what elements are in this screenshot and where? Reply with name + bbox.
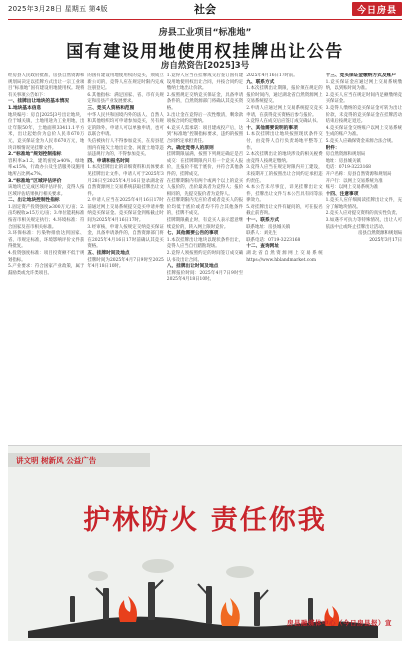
paragraph: 的国有建设用地使用权的竞买，须成立新公司的，竞得人应在规定时限内完成注册登记。: [87, 73, 164, 92]
paragraph: 3.出让金在竞得后一次性缴清，剩余款项按合同约定缴纳。: [166, 112, 244, 125]
notice-supertitle: 房县工业项目“标准地”: [158, 28, 252, 38]
text-column-1: [8, 73, 84, 441]
flame-icon-center: [221, 598, 240, 626]
paragraph: 3.如遇不可抗力等特殊情况，出让人可依法中止或终止挂牌出让活动。: [325, 218, 402, 230]
paragraph: 5.对挂牌出让文件有疑问的，可在报名截止前咨询。: [246, 204, 323, 217]
paragraph: 挂牌期限届满，按照下列规定确定是否成交：在挂牌期限内只有一个竞买人报价，且报价不低于底价，并符合其他条件的，挂牌成交。: [166, 152, 244, 177]
paragraph: 4.本公告未尽事宜，详见挂牌出让文件，挂牌出让文件与本公告具有同等法律效力。: [246, 185, 323, 204]
paragraph: 2025年4月16日17时前。: [246, 73, 298, 78]
issue-date-line: 2025年3月28日 星期五 第4版: [8, 5, 108, 13]
paragraph: 地块编号：房自[2025]3号出让地块，位于城关镇，土地用途为工业用地，出让年限50年，土地面积33411.1平方米，出让起始价为总价人民币670万元，竞买保证金为人民币670万元，地块详细情况见挂牌文件。: [8, 112, 85, 151]
notice-doc-number: 房自然资告[2025]3号: [160, 61, 250, 71]
paragraph: 挂牌时间为2025年4月7日9时至2025年4月18日10时。: [87, 257, 164, 270]
paragraph: 2.申请人应通过网上交易系统提交竞买申请，在获得竞买资格后参与报价。: [246, 105, 323, 118]
burnt-stumps: [70, 582, 313, 626]
paragraph: 5.产业要求：符合国家产业政策，属于鼓励类或允许类项目。: [8, 264, 85, 276]
section-heading: 四、申请和报名时间: [87, 158, 130, 164]
section-heading: 十四、注意事项: [325, 191, 359, 197]
section-heading: 十、其他需要说明的事项: [246, 125, 298, 131]
section-name: 社会: [194, 3, 216, 16]
section-heading: 三、竞买人资格和范围: [87, 105, 135, 111]
paragraph: 3.经审核，申请人按规定交纳竞买保证金，具备申请条件的，自然资源部门将在2025年4月16日17时前确认其竞买资格。: [87, 224, 164, 250]
section-heading: 七、其他需要公告的事项: [166, 231, 219, 237]
ad-sponsor: 房县融媒体中心（今日房县报）宣: [287, 619, 392, 627]
paragraph: 挂牌期限截止时，有竞买人表示愿意继续竞价的，转入网上限时竞价。: [166, 218, 244, 230]
paragraph: 2.按照规定交纳竞买保证金，具备申请条件的，自然资源部门将确认其竞买资格。: [166, 92, 244, 111]
paragraph: 1.本次挂牌出让期限，报价须在规定的报价时间内，通过湖北省自然资源网上交易系统提交。: [246, 86, 323, 105]
paragraph: 联系电话：0719-3223168: [246, 237, 301, 243]
paragraph: 1.固定资产投资强度≥300万元/亩；2.亩均税收≥15万元/亩；3.单位能耗标准按省市相关规定执行；4.环境标准：符合国家及省市相关标准。: [8, 204, 85, 230]
section-heading: 3.“标准地”区域评估评价: [8, 178, 62, 184]
ad-banner: 讲文明 树新风 公益广告: [8, 453, 150, 467]
paragraph: 湖北省自然资源网上交易系统 https://www.hblandmarket.com: [246, 251, 323, 263]
paragraph: 账号：以网上交易系统为准: [325, 185, 379, 191]
section-heading: 九、联系方式: [246, 79, 275, 85]
flame-icon-left: [119, 596, 137, 622]
paragraph: 3.竞得人缴纳的竞买保证金可转为出让价款，未竞得的竞买保证金在挂牌活动结束后按规定退还。: [325, 105, 402, 125]
paragraph: 电话：0719-3223168: [325, 165, 371, 171]
section-heading: 十一、联系方式: [246, 218, 280, 224]
paragraph: 2.本次挂牌出让的地块涉及的相关税费由竞得人按规定缴纳。: [246, 152, 323, 164]
paragraph: 3.竞得人在成交后应签订成交确认书。: [246, 119, 321, 125]
text-column-4: [246, 73, 322, 441]
page-header: [8, 0, 402, 18]
header-rule: [8, 19, 402, 20]
paragraph: 地址：房县城关镇: [325, 158, 361, 164]
section-heading: 六、确定竞得人的原则: [166, 145, 214, 151]
paragraph: 3.环保标准：污染物排放达到国家、省、市规定标准，环境影响评价文件获得批复。: [8, 231, 85, 250]
section-heading: 2.“标准地”规划控制指标: [8, 152, 62, 158]
section-heading: 一、挂牌出让地块的基本情况: [8, 99, 69, 105]
paragraph: 该地块已完成区域评估评价，竞得人按区域评估结果执行相关要求。: [8, 185, 85, 197]
paragraph: 开户名称：房县自然资源和规划局: [325, 171, 392, 177]
section-heading: 十三、竞买保证金缴纳方式及账户: [325, 73, 396, 78]
paragraph: 联系人：刘先生: [246, 231, 277, 237]
paragraph: 失信被执行人不得参加竞买，在房县范围内有拖欠土地出让金、闲置土地等违法违规行为的，不得参加竞买。: [87, 138, 164, 158]
paragraph: 1.本次挂牌出让地块以现状条件出让，竞得人应当自行踏勘现场。: [166, 237, 244, 250]
paragraph: 房自然资源和规划局: [325, 152, 366, 158]
paragraph: 6.其他指标：满足国家、省、市有关规定和房县产业发展要求。: [87, 92, 164, 105]
paragraph: 中华人民共和国境内外的法人、自然人和其他组织均可申请参加竞买，另有规定的除外。申请人可以单独申请，也可以联合申请。: [87, 112, 164, 138]
signature-line: 房县自然资源和规划局: [358, 231, 402, 237]
section-heading: 十二、查询网址: [246, 244, 280, 250]
paragraph: 2.申请人应当在2025年4月16日17时前通过网上交易系统提交竞买申请并缴纳竞买保证金。竞买保证金到账截止时间为2025年4月16日17时。: [87, 198, 164, 224]
paragraph: 1.竞买保证金应通过网上交易系统缴纳，以到账时间为准。: [325, 79, 402, 92]
paragraph: 经房县人民政府批准，房县自然资源和规划局决定以挂牌方式出让一宗工业项目“标准地”国有建设用地使用权。现将有关事项公告如下：: [8, 73, 85, 98]
notice-title: 国有建设用地使用权挂牌出让公告: [66, 42, 344, 62]
section-heading: 附件：: [325, 145, 340, 151]
section-heading: 八、挂牌出让时间及地点: [166, 264, 219, 270]
paragraph: 2.竞得人须按照约定的时间签订成交确认书及出让合同。: [166, 251, 244, 263]
paragraph: 1.本次挂牌出让的详细资料和具体要求见挂牌出让文件。申请人可于2025年3月28日至2025年4月16日登录湖北省自然资源网上交易系统获取挂牌出让文件。: [87, 165, 164, 197]
smoke-plumes: [88, 559, 254, 581]
ad-slogan: 护林防火 责任你我: [83, 505, 327, 536]
paragraph: 2.竞买人应当在规定时间内足额缴纳竞买保证金。: [325, 92, 402, 105]
paragraph: 开户行：以网上交易系统为准: [325, 178, 383, 184]
paragraph: 1.本次挂牌出让地块按照现状条件交付，由竞得人自行负责场地平整等工作。: [246, 132, 323, 151]
section-heading: 五、挂牌时间及地点: [87, 251, 130, 257]
text-column-5: [326, 73, 402, 441]
newspaper-logo: 今日房县: [352, 2, 402, 16]
public-service-ad: [8, 445, 402, 641]
paragraph: 容积率≥1.2，建筑密度≥40%，绿地率≤15%，行政办公及生活服务设施用地所占比例≤7%。: [8, 158, 85, 177]
paragraph: 5.竞买人应确保资金来源合法合规。: [325, 138, 396, 144]
paragraph: 3.竞得人应当在规定时限内开工建设，未按期开工的按照出让合同约定承担违约责任。: [246, 165, 323, 184]
text-column-2: [87, 73, 163, 441]
paragraph: 在挂牌期限内无应价者或者竞买人的报价均低于底价或者均不符合其他条件的，挂牌不成交。: [166, 198, 244, 217]
paragraph: 4.竞买保证金交纳账户以网上交易系统生成的账户为准。: [325, 125, 402, 138]
paragraph: 2.竞买人应对提交资料的真实性负责。: [325, 211, 401, 217]
paragraph: 1.竞得人应当在挂牌成交后签订国有建设用地使用权出让合同，并按合同约定缴纳土地出让价款。: [166, 73, 244, 92]
text-column-3: [167, 73, 243, 441]
paragraph: 4.竞买人需承诺：项目建成投产后，达到“标准地”控制指标要求，违约的按照合同约定承担责任。: [166, 125, 244, 144]
paragraph: 联系地址：房县城关镇: [246, 224, 291, 230]
section-heading: 二、出让地块控制性指标: [8, 198, 60, 204]
signature-line: 2025年3月17日: [369, 237, 402, 243]
paragraph: 挂牌报价时间：2025年4月7日9时至2025年4月18日10时。: [166, 270, 244, 283]
notice-body: [8, 73, 402, 441]
paragraph: 在挂牌期限内有两个或两个以上的竞买人报价的，出价最高者为竞得人；报价相同的，先提交报价者为竞得人。: [166, 178, 244, 197]
paragraph: 1.竞买人应仔细阅读挂牌出让文件，充分了解地块情况。: [325, 198, 402, 210]
section-heading: 1.地块基本信息: [8, 105, 42, 111]
paragraph: 4.投资强度标准：项目投资额不低于规划指标。: [8, 251, 85, 263]
burnt-branches: [96, 580, 268, 602]
